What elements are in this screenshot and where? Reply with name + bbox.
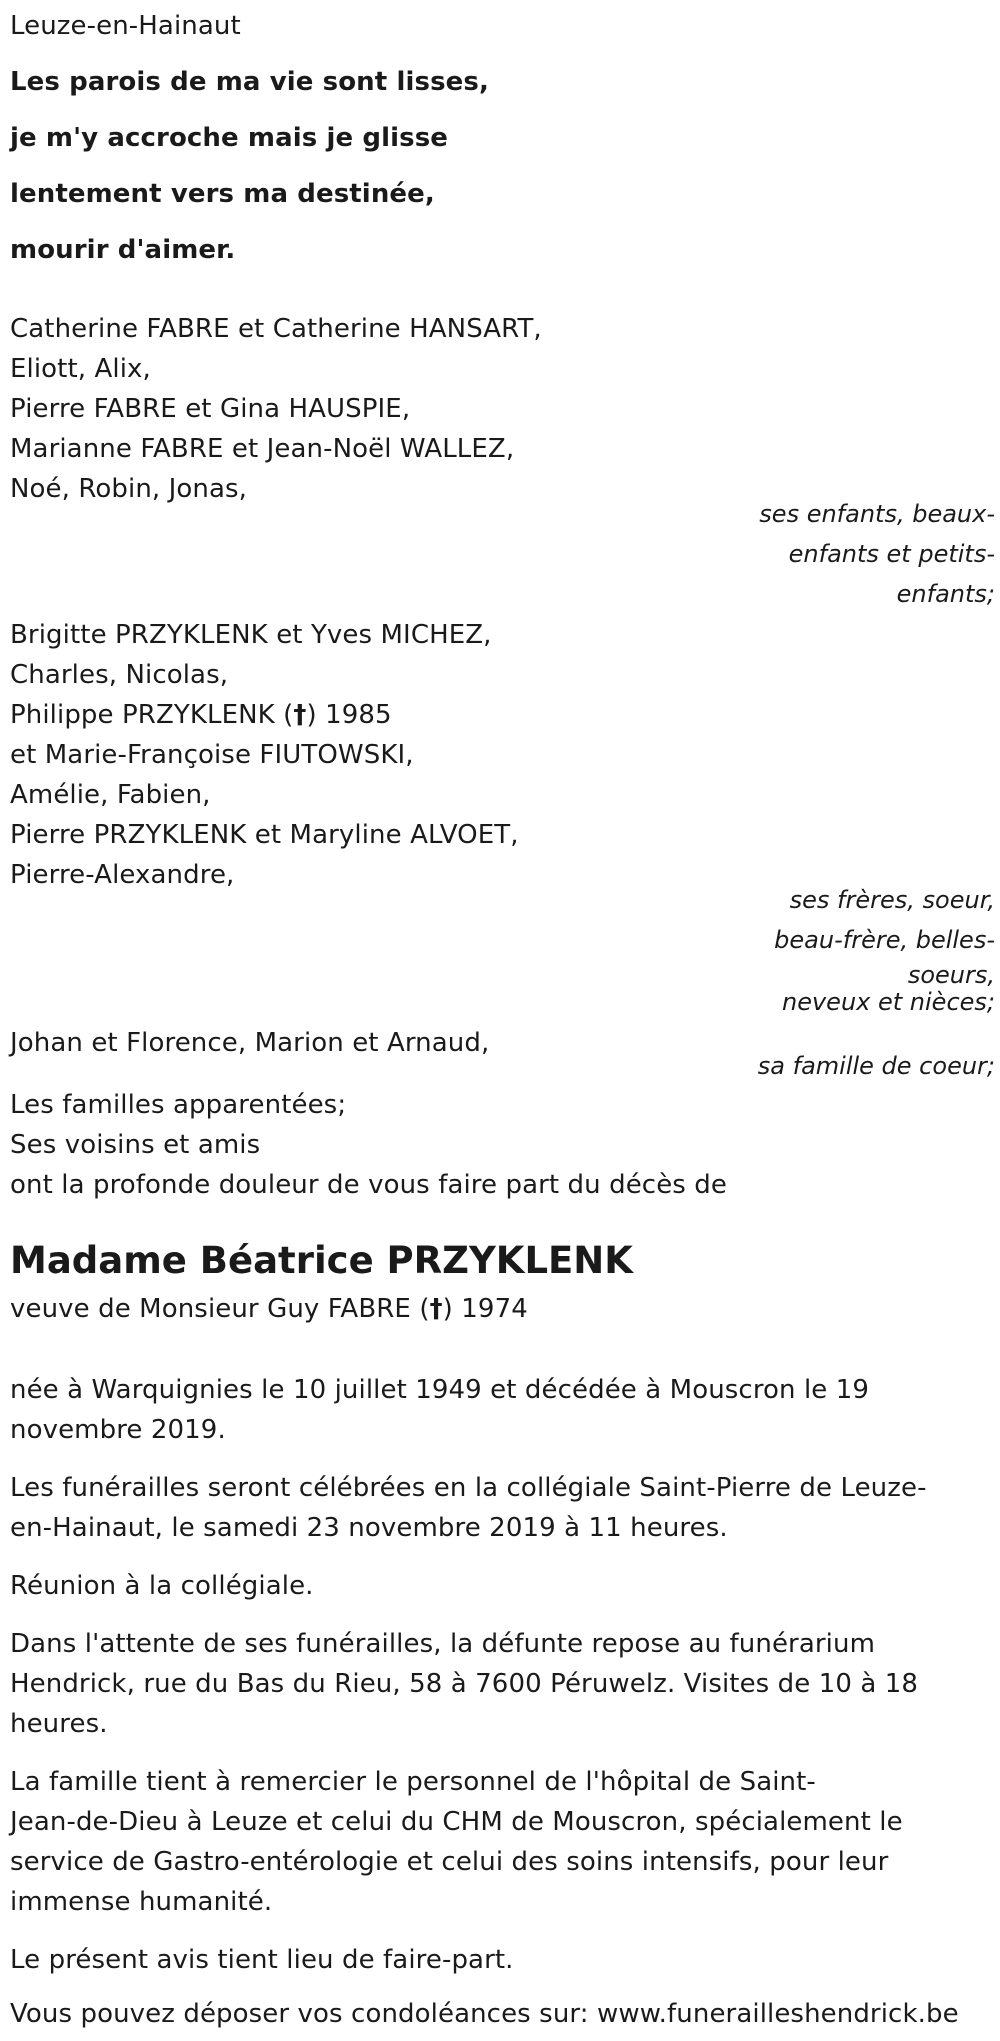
condolences-paragraph: Vous pouvez déposer vos condoléances sur: www.funerailleshendrick.be (10, 1999, 959, 2029)
family-name-line: et Marie-Françoise FIUTOWSKI, (10, 740, 414, 770)
family-name-line: Pierre-Alexandre, (10, 860, 235, 890)
cross-icon: † (429, 1294, 443, 1324)
family-name-line: Charles, Nicolas, (10, 660, 229, 690)
family-name-line: Marianne FABRE et Jean-Noël WALLEZ, (10, 434, 515, 464)
family-name-line: Noé, Robin, Jonas, (10, 474, 248, 504)
deceased-name: Madame Béatrice PRZYKLENK (10, 1239, 633, 1282)
family-name-line: Catherine FABRE et Catherine HANSART, (10, 314, 542, 344)
family-name-line: Pierre FABRE et Gina HAUSPIE, (10, 394, 411, 424)
relation-label: beau-frère, belles- (774, 926, 995, 954)
relatives-line: ont la profonde douleur de vous faire part du décès de (10, 1170, 728, 1200)
thanks-paragraph-line: Jean-de-Dieu à Leuze et celui du CHM de Mouscron, spécialement le (10, 1807, 903, 1837)
thanks-paragraph-line: immense humanité. (10, 1887, 273, 1917)
poem-line: mourir d'aimer. (10, 235, 236, 265)
poem-line: je m'y accroche mais je glisse (10, 123, 449, 153)
family-name-line: Pierre PRZYKLENK et Maryline ALVOET, (10, 820, 519, 850)
funeral-paragraph-line: Les funérailles seront célébrées en la collégiale Saint-Pierre de Leuze- (10, 1473, 927, 1503)
family-name-line: Brigitte PRZYKLENK et Yves MICHEZ, (10, 620, 492, 650)
relation-label: neveux et nièces; (782, 988, 995, 1016)
notice-paragraph: Le présent avis tient lieu de faire-part. (10, 1945, 514, 1975)
relatives-line: Les familles apparentées; (10, 1090, 347, 1120)
relatives-line: Ses voisins et amis (10, 1130, 261, 1160)
thanks-paragraph-line: service de Gastro-entérologie et celui des soins intensifs, pour leur (10, 1847, 889, 1877)
family-name-line: Eliott, Alix, (10, 354, 151, 384)
birth-paragraph-line: née à Warquignies le 10 juillet 1949 et décédée à Mouscron le 19 (10, 1375, 870, 1405)
birth-paragraph-line: novembre 2019. (10, 1415, 226, 1445)
relation-label: sa famille de coeur; (757, 1052, 995, 1080)
family-name-line: Johan et Florence, Marion et Arnaud, (10, 1028, 490, 1058)
widow-line: veuve de Monsieur Guy FABRE (†) 1974 (10, 1294, 528, 1324)
relation-label: soeurs, (907, 961, 995, 989)
poem-line: Les parois de ma vie sont lisses, (10, 67, 489, 97)
meeting-paragraph: Réunion à la collégiale. (10, 1571, 314, 1601)
rest-paragraph-line: Dans l'attente de ses funérailles, la défunte repose au funérarium (10, 1629, 875, 1659)
funeral-paragraph-line: en-Hainaut, le samedi 23 novembre 2019 à 11 heures. (10, 1513, 728, 1543)
rest-paragraph-line: Hendrick, rue du Bas du Rieu, 58 à 7600 Péruwelz. Visites de 10 à 18 (10, 1669, 919, 1699)
relation-label: enfants et petits- (788, 540, 995, 568)
rest-paragraph-line: heures. (10, 1709, 108, 1739)
relation-label: ses frères, soeur, (789, 886, 995, 914)
poem-line: lentement vers ma destinée, (10, 179, 435, 209)
location: Leuze-en-Hainaut (10, 11, 241, 41)
thanks-paragraph-line: La famille tient à remercier le personnel de l'hôpital de Saint- (10, 1767, 816, 1797)
relation-label: ses enfants, beaux- (759, 500, 995, 528)
family-name-line: Amélie, Fabien, (10, 780, 211, 810)
family-name-line: Philippe PRZYKLENK (†) 1985 (10, 700, 392, 730)
cross-icon: † (293, 700, 307, 730)
relation-label: enfants; (896, 580, 995, 608)
